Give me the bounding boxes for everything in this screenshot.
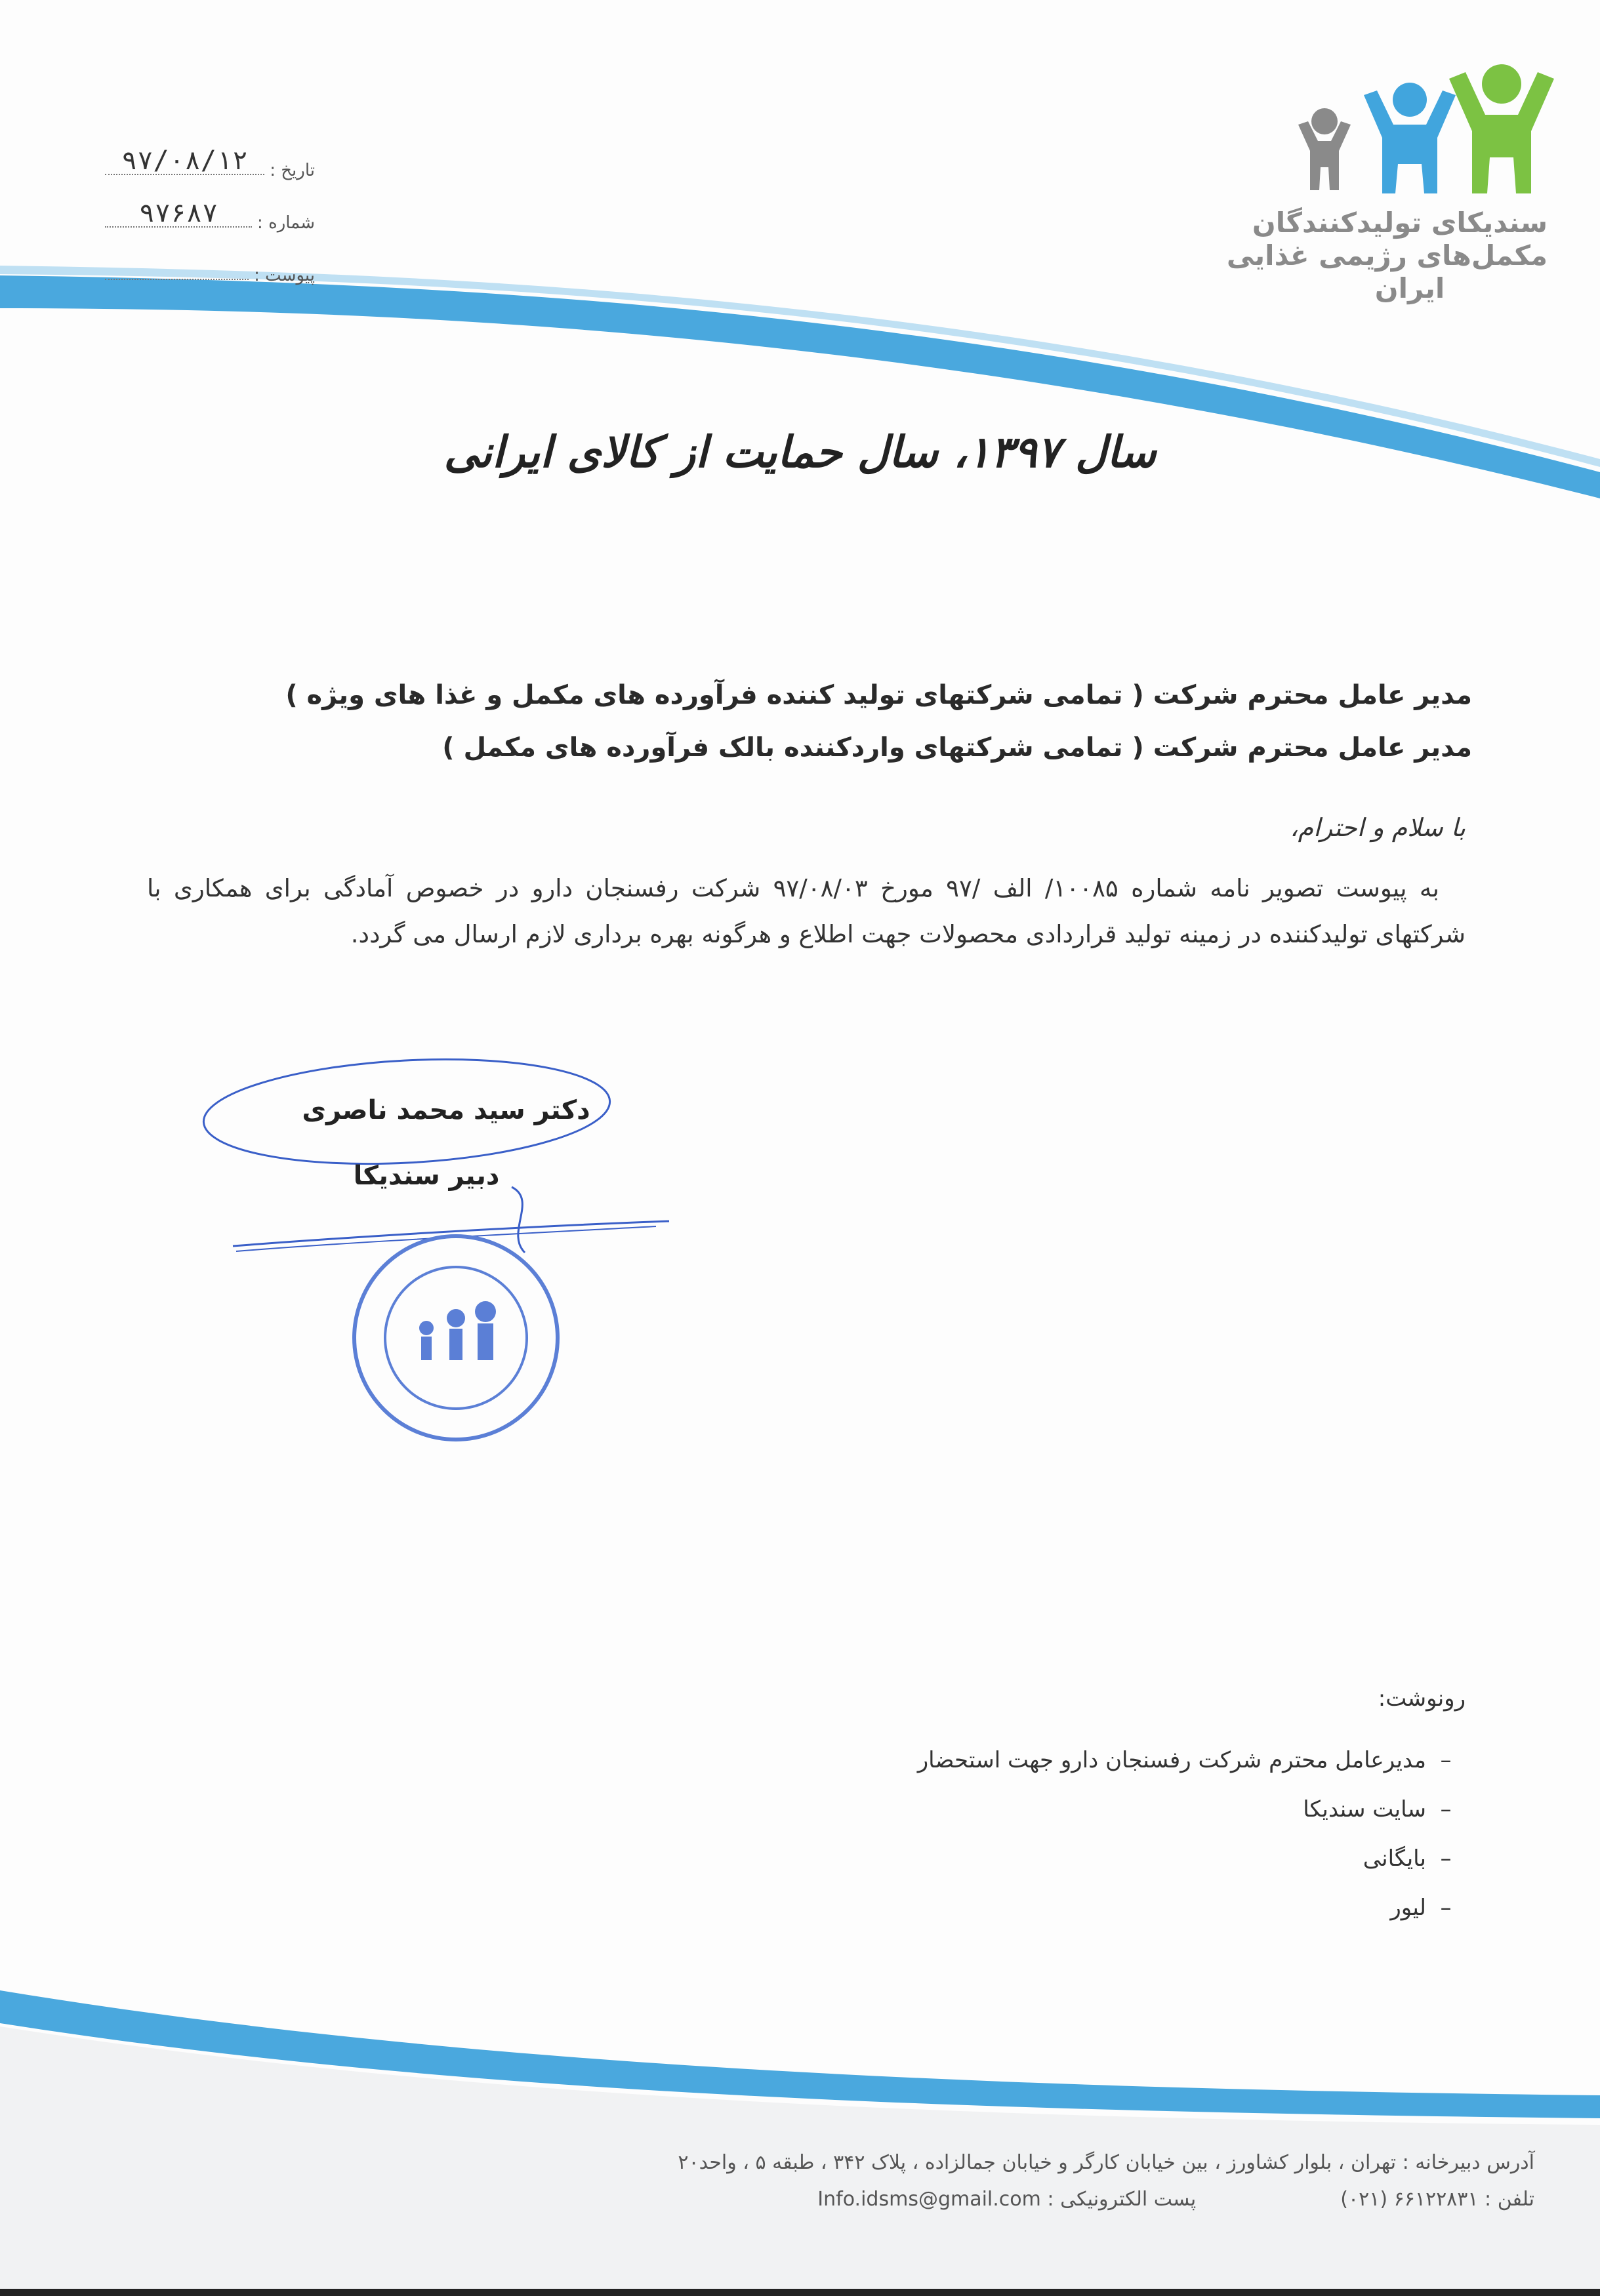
scan-edge — [0, 2289, 1600, 2296]
meta-attachment — [105, 233, 315, 285]
signature-stroke — [233, 1221, 669, 1246]
organization-name — [1226, 207, 1548, 305]
signatory-title: دبیر سندیکا — [353, 1161, 500, 1191]
meta-number — [105, 180, 315, 233]
official-stamp — [354, 1236, 558, 1440]
cc-item: – لیور — [1390, 1894, 1452, 1921]
three-people-icon — [1285, 59, 1561, 197]
footer-contact-row — [52, 2181, 1534, 2218]
recipients — [127, 669, 1472, 774]
footer-email-label: پست الکترونیکی : — [1047, 2188, 1197, 2211]
meta-number-label: شماره : — [257, 213, 315, 233]
cc-item-text: مدیرعامل محترم شرکت رفسنجان دارو جهت استحضار — [917, 1746, 1426, 1773]
cc-item-text: سایت سندیکا — [1303, 1796, 1426, 1823]
cc-title: رونوشت: — [1378, 1685, 1466, 1712]
cc-section — [678, 1685, 1466, 1932]
meta-date — [105, 128, 315, 180]
organization-line-3: ایران — [1374, 272, 1445, 304]
cc-item: – مدیرعامل محترم شرکت رفسنجان دارو جهت استحضار — [917, 1746, 1452, 1773]
cc-item: – سایت سندیکا — [1303, 1796, 1452, 1823]
meta-date-value: ۹۷/۰۸/۱۲ — [105, 148, 264, 175]
cc-item-text: بایگانی — [1363, 1845, 1426, 1872]
cc-item: – بایگانی — [1363, 1845, 1452, 1872]
letter-body: به پیوست تصویر نامه شماره ۱۰۰۸۵/ الف /۹۷ مورخ ۹۷/۰۸/۰۳ شرکت رفسنجان دارو در خصوص آمادگی برای همکاری با شرکتهای تولیدکننده در زمینه تولید قراردادی محصولات جهت اطلاع و هرگونه بهره برداری لازم ارسال می گردد. — [147, 874, 1466, 948]
recipient-line-1: مدیر عامل محترم شرکت ( تمامی شرکتهای تولید کننده فرآورده های مکمل و غذا های ویژه ) — [285, 680, 1472, 710]
cc-item-text: لیور — [1390, 1894, 1426, 1921]
recipient-line-2: مدیر عامل محترم شرکت ( تمامی شرکتهای واردکننده بالک فرآورده های مکمل ) — [442, 733, 1472, 763]
meta-attachment-label: پیوست : — [254, 266, 315, 285]
footer-phone: تلفن : ۶۶۱۲۲۸۳۱ (۰۲۱) — [1340, 2188, 1534, 2211]
signature-tail — [512, 1187, 525, 1253]
footer-address: آدرس دبیرخانه : تهران ، بلوار کشاورز ، بین خیابان کارگر و خیابان جمالزاده ، پلاک ۳۴۲ ، طبقه ۵ ، واحد۲۰ — [678, 2151, 1534, 2174]
footer — [52, 2145, 1534, 2218]
meta-number-value: ۹۷۶۸۷ — [105, 200, 252, 228]
footer-address-row — [52, 2145, 1534, 2181]
footer-email[interactable]: Info.idsms@gmail.com — [817, 2188, 1041, 2211]
organization-line-1: سندیکای تولیدکنندگان — [1252, 207, 1548, 239]
organization-line-2: مکمل‌های رژیمی غذایی — [1226, 239, 1548, 272]
greeting: با سلام و احترام، — [1290, 813, 1466, 842]
signature-stroke-2 — [236, 1226, 656, 1251]
meta-attachment-value — [105, 252, 249, 280]
letter-meta — [105, 128, 315, 285]
cc-list — [678, 1735, 1466, 1932]
signatory-name: دکتر سید محمد ناصری — [302, 1095, 590, 1125]
meta-date-label: تاریخ : — [270, 161, 315, 180]
year-motto: سال ۱۳۹۷، سال حمایت از کالای ایرانی — [443, 426, 1157, 477]
